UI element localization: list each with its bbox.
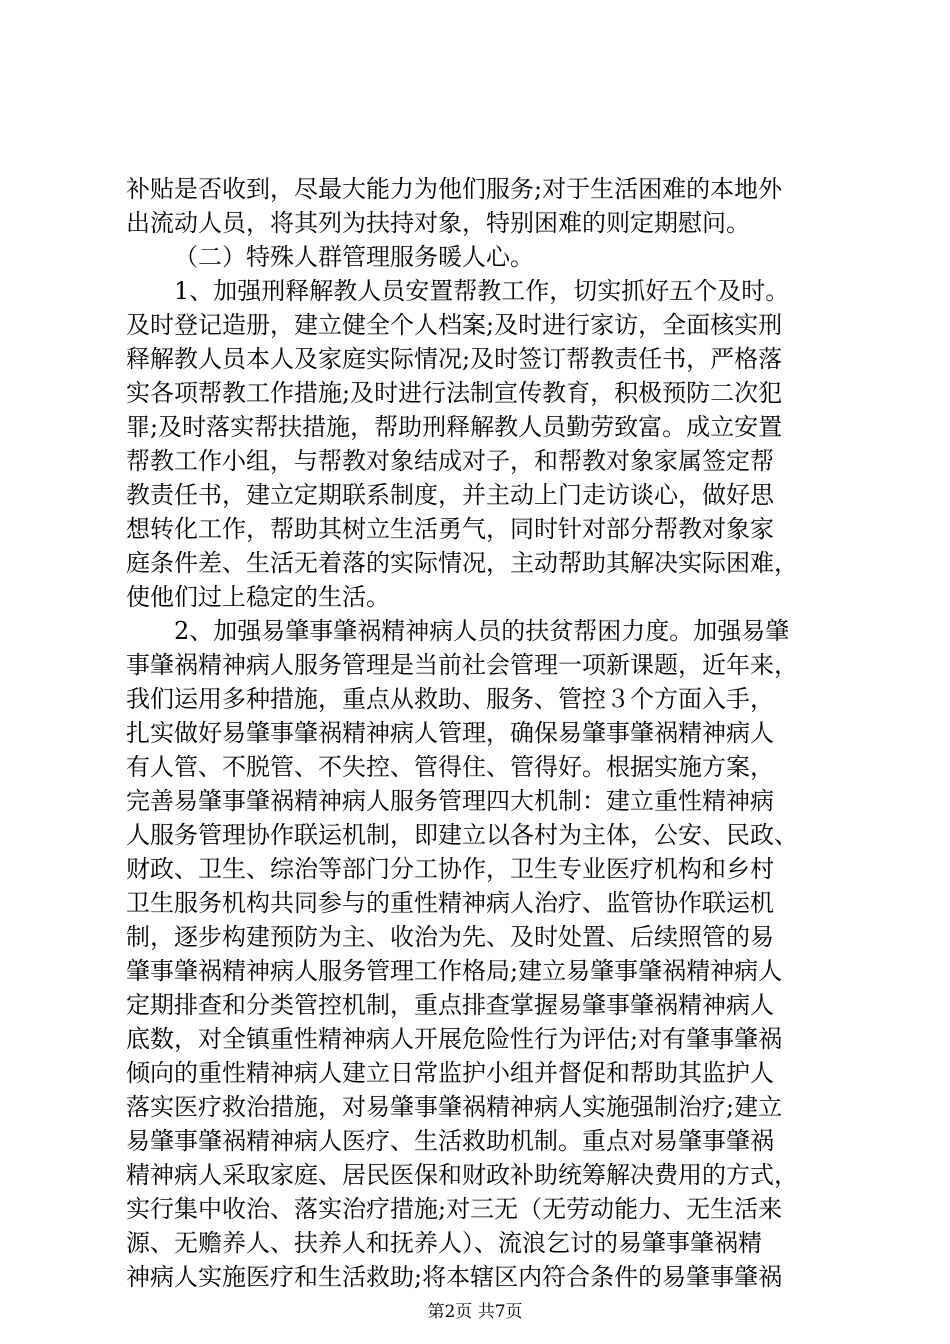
section-heading: （二）特殊人群管理服务暖人心。	[174, 243, 534, 271]
text-line: 制，逐步构建预防为主、收治为先、及时处置、后续照管的易	[126, 923, 774, 951]
text-line: 想转化工作，帮助其树立生活勇气，同时针对部分帮教对象家	[126, 515, 774, 543]
text-line: 帮教工作小组，与帮教对象结成对子，和帮教对象家属签定帮	[126, 447, 774, 475]
text-line: 人服务管理协作联运机制，即建立以各村为主体，公安、民政、	[126, 821, 798, 849]
text-line: 补贴是否收到，尽最大能力为他们服务;对于生活困难的本地外	[126, 175, 783, 203]
page-number-footer: 第2页 共7页	[427, 1302, 523, 1322]
text-line: 底数，对全镇重性精神病人开展危险性行为评估;对有肇事肇祸	[126, 1025, 783, 1053]
text-line: 易肇事肇祸精神病人医疗、生活救助机制。重点对易肇事肇祸	[126, 1127, 774, 1155]
text-line: 罪;及时落实帮扶措施，帮助刑释解教人员勤劳致富。成立安置	[126, 413, 783, 441]
text-line: 肇事肇祸精神病人服务管理工作格局;建立易肇事肇祸精神病人	[126, 957, 783, 985]
text-line: 扎实做好易肇事肇祸精神病人管理，确保易肇事肇祸精神病人	[126, 719, 774, 747]
text-line: 出流动人员，将其列为扶持对象，特别困难的则定期慰问。	[126, 209, 750, 237]
text-line: 财政、卫生、综治等部门分工协作，卫生专业医疗机构和乡村	[126, 855, 774, 883]
text-line: 落实医疗救治措施，对易肇事肇祸精神病人实施强制治疗;建立	[126, 1093, 783, 1121]
text-line: 有人管、不脱管、不失控、管得住、管得好。根据实施方案，	[126, 753, 774, 781]
text-line: 及时登记造册，建立健全个人档案;及时进行家访，全面核实刑	[126, 311, 783, 339]
paragraph-start: 2、加强易肇事肇祸精神病人员的扶贫帮困力度。加强易肇	[174, 617, 790, 645]
text-line: 倾向的重性精神病人建立日常监护小组并督促和帮助其监护人	[126, 1059, 774, 1087]
text-line: 定期排查和分类管控机制，重点排查掌握易肇事肇祸精神病人	[126, 991, 774, 1019]
text-line: 卫生服务机构共同参与的重性精神病人治疗、监管协作联运机	[126, 889, 774, 917]
text-line: 释解教人员本人及家庭实际情况;及时签订帮教责任书，严格落	[126, 345, 783, 373]
text-line: 实各项帮教工作措施;及时进行法制宣传教育，积极预防二次犯	[126, 379, 783, 407]
text-line: 使他们过上稳定的生活。	[126, 583, 390, 611]
paragraph-start: 1、加强刑释解教人员安置帮教工作，切实抓好五个及时。	[174, 277, 790, 305]
text-line: 庭条件差、生活无着落的实际情况，主动帮助其解决实际困难，	[126, 549, 798, 577]
text-line: 实行集中收治、落实治疗措施;对三无（无劳动能力、无生活来	[126, 1195, 783, 1223]
text-line: 教责任书，建立定期联系制度，并主动上门走访谈心，做好思	[126, 481, 774, 509]
text-line: 事肇祸精神病人服务管理是当前社会管理一项新课题，近年来，	[126, 651, 798, 679]
text-line: 精神病人采取家庭、居民医保和财政补助统筹解决费用的方式，	[126, 1161, 798, 1189]
text-line: 完善易肇事肇祸精神病人服务管理四大机制：建立重性精神病	[126, 787, 774, 815]
text-line: 我们运用多种措施，重点从救助、服务、管控３个方面入手，	[126, 685, 774, 713]
text-line: 神病人实施医疗和生活救助;将本辖区内符合条件的易肇事肇祸	[126, 1263, 783, 1291]
text-line: 源、无赡养人、扶养人和抚养人）、流浪乞讨的易肇事肇祸精	[126, 1229, 762, 1257]
